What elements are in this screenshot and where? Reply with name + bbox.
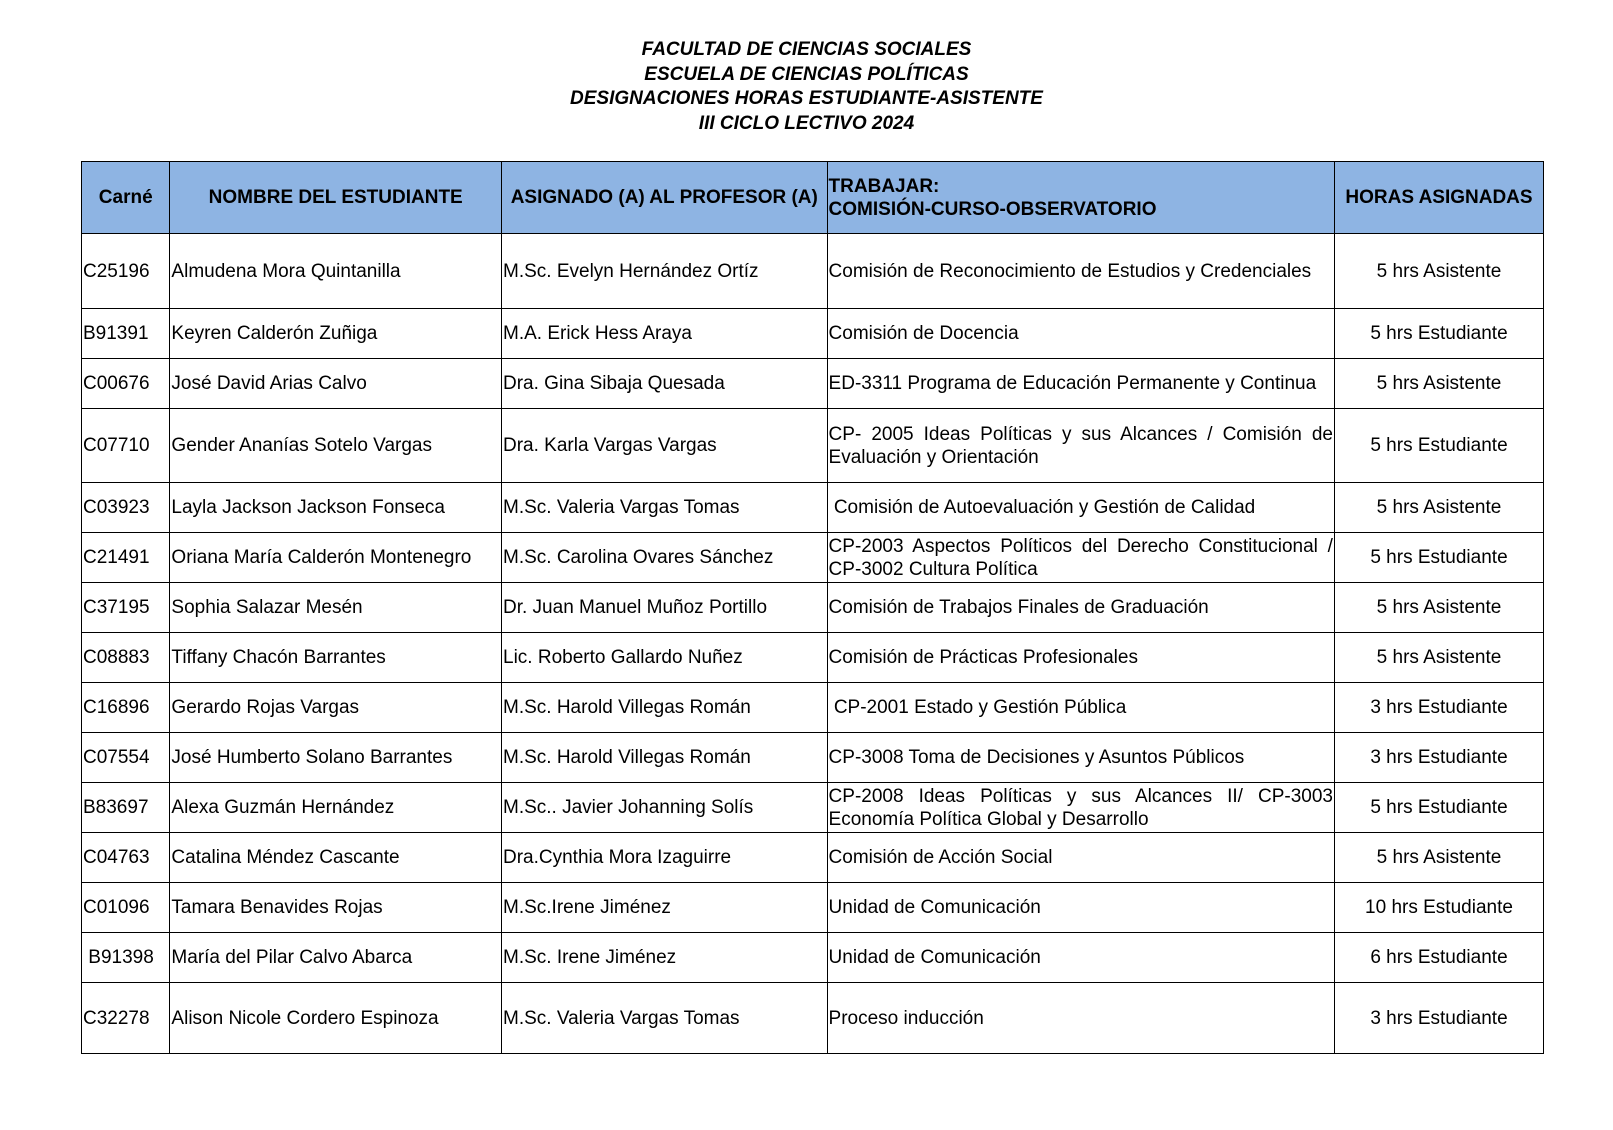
cell-student: José Humberto Solano Barrantes (170, 733, 502, 783)
cell-hours: 3 hrs Estudiante (1334, 683, 1543, 733)
table-row (82, 359, 1544, 409)
table-row (82, 783, 1544, 833)
column-header-hours: HORAS ASIGNADAS (1334, 162, 1543, 234)
cell-work: Comisión de Autoevaluación y Gestión de Calidad (827, 483, 1334, 533)
cell-hours: 3 hrs Estudiante (1334, 733, 1543, 783)
cell-work: Comisión de Prácticas Profesionales (827, 633, 1334, 683)
cell-hours: 5 hrs Estudiante (1334, 309, 1543, 359)
cell-work: CP-2003 Aspectos Políticos del Derecho Constitucional / CP-3002 Cultura Política (827, 533, 1334, 583)
table-row (82, 309, 1544, 359)
column-header-student: NOMBRE DEL ESTUDIANTE (170, 162, 502, 234)
cell-hours: 5 hrs Estudiante (1334, 783, 1543, 833)
cell-professor: M.Sc.. Javier Johanning Solís (502, 783, 828, 833)
cell-work: Comisión de Docencia (827, 309, 1334, 359)
cell-hours: 5 hrs Asistente (1334, 234, 1543, 309)
cell-student: Gerardo Rojas Vargas (170, 683, 502, 733)
table-row (82, 733, 1544, 783)
cell-carne: C07710 (82, 409, 170, 483)
table-row (82, 983, 1544, 1054)
cell-hours: 5 hrs Asistente (1334, 483, 1543, 533)
document-title: DESIGNACIONES HORAS ESTUDIANTE-ASISTENTE (570, 88, 1043, 109)
cell-student: Sophia Salazar Mesén (170, 583, 502, 633)
column-header-professor: ASIGNADO (A) AL PROFESOR (A) (502, 162, 828, 234)
cell-student: Layla Jackson Jackson Fonseca (170, 483, 502, 533)
cell-student: Tamara Benavides Rojas (170, 883, 502, 933)
cell-hours: 5 hrs Asistente (1334, 583, 1543, 633)
cell-carne: C04763 (82, 833, 170, 883)
cell-work: CP-3008 Toma de Decisiones y Asuntos Públicos (827, 733, 1334, 783)
cell-work: Comisión de Trabajos Finales de Graduación (827, 583, 1334, 633)
cell-hours: 5 hrs Estudiante (1334, 409, 1543, 483)
cell-carne: B91398 (82, 933, 170, 983)
cell-work: CP- 2005 Ideas Políticas y sus Alcances / Comisión de Evaluación y Orientación (827, 409, 1334, 483)
table-row (82, 883, 1544, 933)
cell-professor: Dra. Gina Sibaja Quesada (502, 359, 828, 409)
cell-carne: C00676 (82, 359, 170, 409)
table-row (82, 683, 1544, 733)
cell-student: María del Pilar Calvo Abarca (170, 933, 502, 983)
cell-hours: 10 hrs Estudiante (1334, 883, 1543, 933)
cell-hours: 5 hrs Asistente (1334, 633, 1543, 683)
cell-hours: 6 hrs Estudiante (1334, 933, 1543, 983)
document-heading (0, 38, 1613, 136)
cell-professor: Dra.Cynthia Mora Izaguirre (502, 833, 828, 883)
cell-professor: Dr. Juan Manuel Muñoz Portillo (502, 583, 828, 633)
cell-carne: C25196 (82, 234, 170, 309)
column-header-work-line2: COMISIÓN-CURSO-OBSERVATORIO (828, 198, 1157, 220)
cell-professor: M.A. Erick Hess Araya (502, 309, 828, 359)
cell-professor: Dra. Karla Vargas Vargas (502, 409, 828, 483)
cell-student: José David Arias Calvo (170, 359, 502, 409)
cell-professor: M.Sc. Valeria Vargas Tomas (502, 483, 828, 533)
faculty-title: FACULTAD DE CIENCIAS SOCIALES (641, 39, 972, 60)
column-header-work (827, 162, 1334, 234)
cell-carne: C32278 (82, 983, 170, 1054)
cell-carne: C03923 (82, 483, 170, 533)
cell-work: Comisión de Reconocimiento de Estudios y Credenciales (827, 234, 1334, 309)
cell-student: Gender Ananías Sotelo Vargas (170, 409, 502, 483)
cell-hours: 5 hrs Asistente (1334, 833, 1543, 883)
table-row (82, 583, 1544, 633)
cell-carne: C16896 (82, 683, 170, 733)
table-row (82, 234, 1544, 309)
cell-work: Unidad de Comunicación (827, 883, 1334, 933)
cell-work: CP-2008 Ideas Políticas y sus Alcances II/ CP-3003 Economía Política Global y Desarrollo (827, 783, 1334, 833)
cell-professor: M.Sc. Harold Villegas Román (502, 733, 828, 783)
cell-student: Almudena Mora Quintanilla (170, 234, 502, 309)
cell-work: CP-2001 Estado y Gestión Pública (827, 683, 1334, 733)
table-row (82, 633, 1544, 683)
cycle-title: III CICLO LECTIVO 2024 (698, 112, 915, 134)
cell-carne: C01096 (82, 883, 170, 933)
cell-professor: M.Sc. Carolina Ovares Sánchez (502, 533, 828, 583)
cell-work: Proceso inducción (827, 983, 1334, 1054)
column-header-carne: Carné (82, 162, 170, 234)
table-row (82, 833, 1544, 883)
cell-carne: C21491 (82, 533, 170, 583)
cell-professor: M.Sc. Irene Jiménez (502, 933, 828, 983)
cell-student: Tiffany Chacón Barrantes (170, 633, 502, 683)
cell-hours: 3 hrs Estudiante (1334, 983, 1543, 1054)
cell-professor: M.Sc. Evelyn Hernández Ortíz (502, 234, 828, 309)
cell-carne: C37195 (82, 583, 170, 633)
cell-hours: 5 hrs Estudiante (1334, 533, 1543, 583)
cell-carne: B91391 (82, 309, 170, 359)
cell-student: Alexa Guzmán Hernández (170, 783, 502, 833)
assignments-table (81, 161, 1544, 1054)
cell-carne: B83697 (82, 783, 170, 833)
cell-work: ED-3311 Programa de Educación Permanente y Continua (827, 359, 1334, 409)
cell-student: Oriana María Calderón Montenegro (170, 533, 502, 583)
cell-student: Catalina Méndez Cascante (170, 833, 502, 883)
cell-hours: 5 hrs Asistente (1334, 359, 1543, 409)
cell-professor: M.Sc.Irene Jiménez (502, 883, 828, 933)
cell-carne: C08883 (82, 633, 170, 683)
cell-professor: Lic. Roberto Gallardo Nuñez (502, 633, 828, 683)
table-row (82, 533, 1544, 583)
cell-professor: M.Sc. Harold Villegas Román (502, 683, 828, 733)
table-header-row (82, 162, 1544, 234)
table-body (82, 234, 1544, 1054)
cell-student: Keyren Calderón Zuñiga (170, 309, 502, 359)
cell-carne: C07554 (82, 733, 170, 783)
school-title: ESCUELA DE CIENCIAS POLÍTICAS (644, 63, 969, 85)
cell-student: Alison Nicole Cordero Espinoza (170, 983, 502, 1054)
cell-professor: M.Sc. Valeria Vargas Tomas (502, 983, 828, 1054)
cell-work: Unidad de Comunicación (827, 933, 1334, 983)
table-row (82, 933, 1544, 983)
column-header-work-line1: TRABAJAR: (828, 175, 940, 197)
table-row (82, 483, 1544, 533)
cell-work: Comisión de Acción Social (827, 833, 1334, 883)
table-row (82, 409, 1544, 483)
